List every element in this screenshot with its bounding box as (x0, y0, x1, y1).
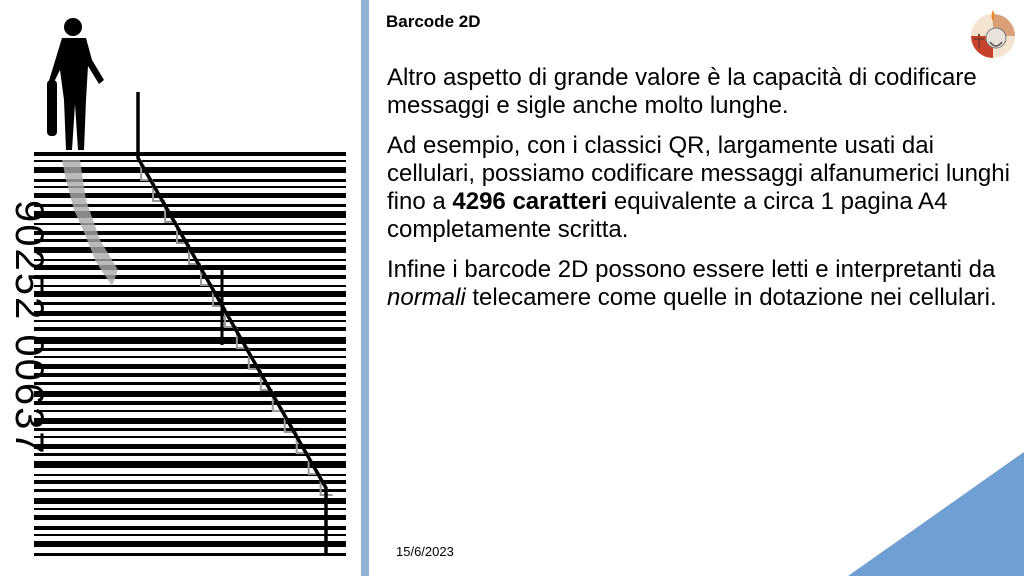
barcode-bar (34, 410, 346, 412)
person-silhouette (47, 18, 104, 150)
slide-date: 15/6/2023 (396, 544, 454, 559)
barcode-bar (34, 320, 346, 322)
barcode-bar (34, 541, 346, 547)
school-logo-icon (968, 8, 1018, 60)
barcode-bar (34, 356, 346, 358)
paragraph-3-italic: normali (387, 284, 466, 311)
paragraph-2-text-a: Ad esempio, con i classici QR, largamente usati dai cellulari, possiamo codificare messaggi alfanumerici lunghi fino a (387, 132, 1010, 215)
barcode-bar (34, 444, 346, 449)
barcode-bar (34, 526, 346, 530)
barcode-bar (34, 418, 346, 424)
barcode-bar (34, 553, 346, 556)
barcode-bar (34, 508, 346, 510)
barcode-staircase-illustration (0, 0, 360, 576)
barcode-bar (34, 461, 346, 468)
paragraph-3-text-a: Infine i barcode 2D possono essere letti e interpretanti da (387, 256, 996, 283)
barcode-bar (34, 515, 346, 520)
paragraph-2-bold: 4296 caratteri (452, 188, 608, 215)
paragraph-2 (387, 132, 1012, 244)
barcode-bar (34, 265, 346, 270)
slide-body (387, 64, 1012, 324)
paragraph-3-text-c: telecamere come quelle in dotazione nei cellulari. (465, 284, 997, 311)
barcode-bar (34, 391, 346, 397)
barcode-bar (34, 401, 346, 405)
barcode-bar (34, 160, 346, 162)
barcode-bar (34, 364, 346, 369)
paragraph-3 (387, 256, 1012, 312)
barcode-bar (34, 302, 346, 305)
barcode-bar (34, 239, 346, 242)
barcode-bar (34, 285, 346, 287)
accent-vertical-bar (361, 0, 369, 576)
barcode-bar (34, 373, 346, 377)
barcode-bar (34, 291, 346, 297)
barcode-bar (34, 534, 346, 536)
barcode-bar (34, 382, 346, 385)
barcode-bar (34, 489, 346, 492)
barcode-bar (34, 275, 346, 279)
corner-triangle-decoration (848, 452, 1024, 576)
barcode-bar (34, 337, 346, 344)
barcode-number: 90252 00637 (7, 200, 51, 456)
barcode-bar (34, 348, 346, 351)
slide-title: Barcode 2D (386, 12, 481, 31)
paragraph-1 (387, 64, 1012, 120)
barcode-bar (34, 259, 346, 261)
barcode-bar (34, 152, 346, 156)
barcode-bar (34, 474, 346, 476)
barcode-bar (34, 311, 346, 316)
barcode-bar (34, 498, 346, 504)
barcode-bar (34, 327, 346, 331)
paragraph-2-text-c: equivalente a circa 1 pagina A4 completamente scritta. (387, 188, 948, 243)
barcode-bar (34, 480, 346, 484)
barcode-bar (34, 428, 346, 431)
barcode-bar (34, 231, 346, 235)
paragraph-1-text: Altro aspetto di grande valore è la capacità di codificare messaggi e sigle anche molto lunghe. (387, 64, 977, 119)
